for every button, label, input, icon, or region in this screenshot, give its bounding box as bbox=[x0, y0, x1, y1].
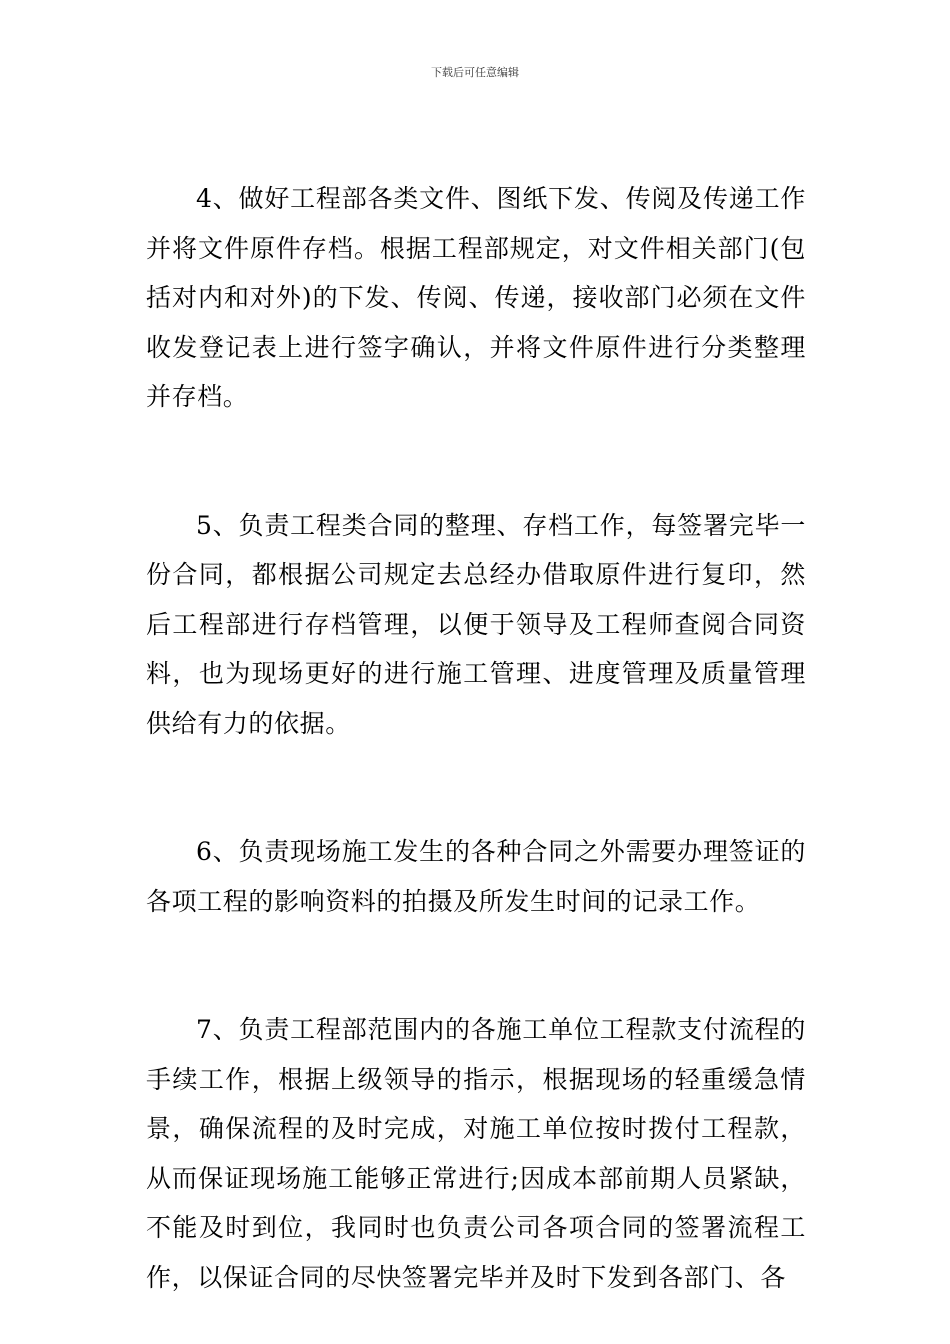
page-header-note: 下载后可任意编辑 bbox=[431, 66, 519, 79]
paragraph-item-4: 4、做好工程部各类文件、图纸下发、传阅及传递工作并将文件原件存档。根据工程部规定，对文件相关部门(包括对内和对外)的下发、传阅、传递，接收部门必须在文件收发登记表上进行签字确认，并将文件原件进行分类整理并存档。 bbox=[146, 184, 806, 411]
document-body bbox=[146, 174, 806, 1302]
paragraph-item-5: 5、负责工程类合同的整理、存档工作，每签署完毕一份合同，都根据公司规定去总经办借取原件进行复印，然后工程部进行存档管理，以便于领导及工程师查阅合同资料，也为现场更好的进行施工管理、进度管理及质量管理供给有力的依据。 bbox=[146, 510, 806, 738]
paragraph-item-7: 7、负责工程部范围内的各施工单位工程款支付流程的手续工作，根据上级领导的指示，根据现场的轻重缓急情景，确保流程的及时完成，对施工单位按时拨付工程款，从而保证现场施工能够正常进行;因成本部前期人员紧缺，不能及时到位，我同时也负责公司各项合同的签署流程工作，以保证合同的尽快签署完毕并及时下发到各部门、各 bbox=[146, 1015, 806, 1292]
paragraph-item-6: 6、负责现场施工发生的各种合同之外需要办理签证的各项工程的影响资料的拍摄及所发生时间的记录工作。 bbox=[146, 837, 806, 916]
